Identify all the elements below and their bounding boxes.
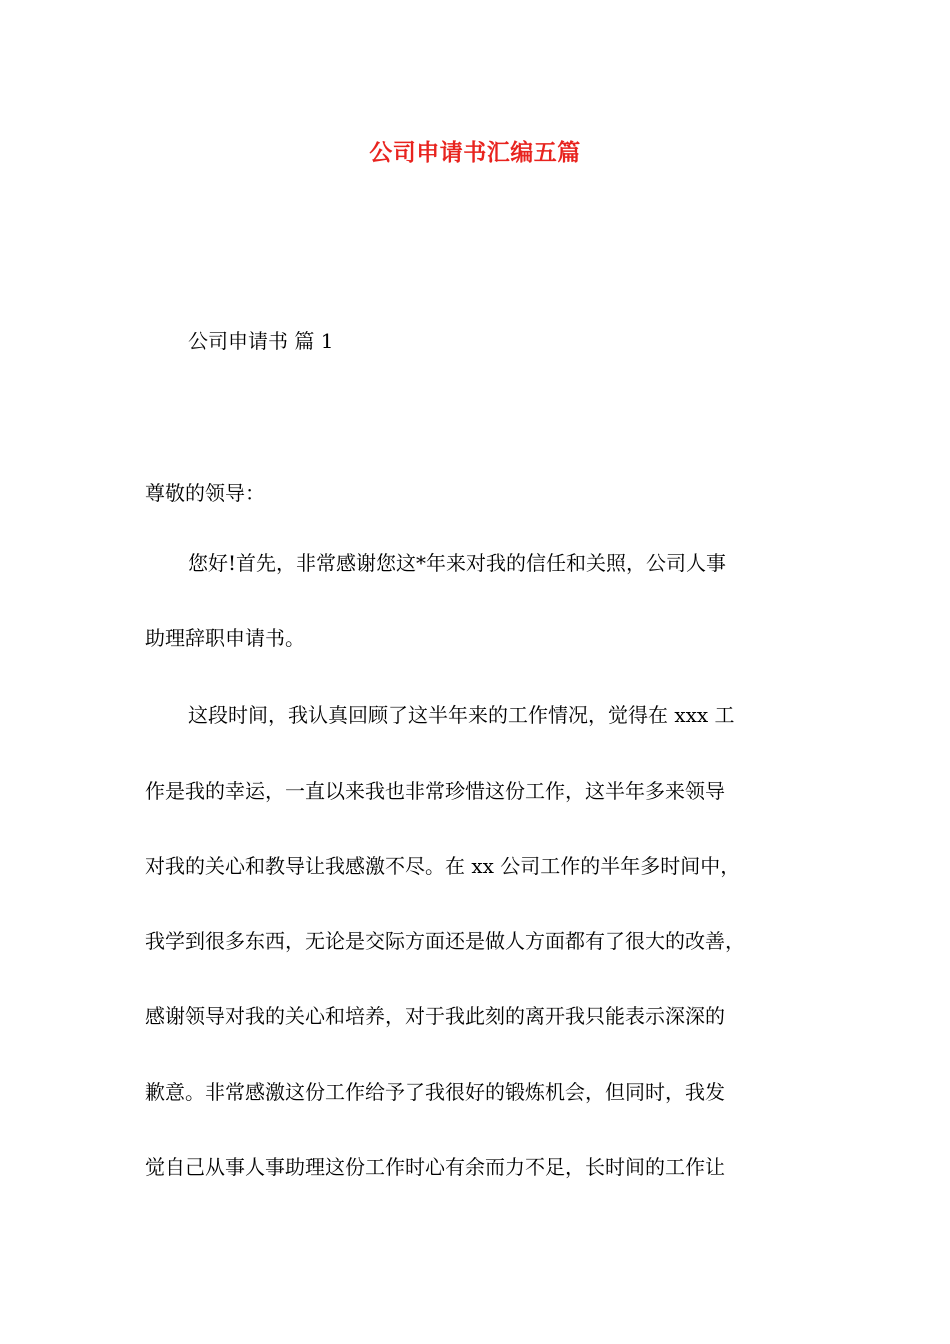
body-line-6: 我学到很多东西，无论是交际方面还是做人方面都有了很大的改善， (145, 929, 745, 953)
body-line-7: 感谢领导对我的关心和培养，对于我此刻的离开我只能表示深深的 (145, 1004, 725, 1028)
body-line-1: 您好!首先，非常感谢您这*年来对我的信任和关照，公司人事 (188, 551, 727, 575)
salutation: 尊敬的领导： (145, 481, 265, 505)
body-line-4: 作是我的幸运，一直以来我也非常珍惜这份工作，这半年多来领导 (145, 779, 725, 803)
body-line-2: 助理辞职申请书。 (145, 626, 305, 650)
body-line-9: 觉自己从事人事助理这份工作时心有余而力不足，长时间的工作让 (145, 1155, 725, 1179)
document-title: 公司申请书汇编五篇 (369, 140, 581, 166)
section-heading: 公司申请书 篇 1 (188, 329, 334, 353)
body-line-8: 歉意。非常感激这份工作给予了我很好的锻炼机会，但同时，我发 (145, 1080, 725, 1104)
body-line-3: 这段时间，我认真回顾了这半年来的工作情况，觉得在 xxx 工 (188, 703, 735, 727)
body-line-5: 对我的关心和教导让我感激不尽。在 xx 公司工作的半年多时间中， (145, 854, 741, 878)
